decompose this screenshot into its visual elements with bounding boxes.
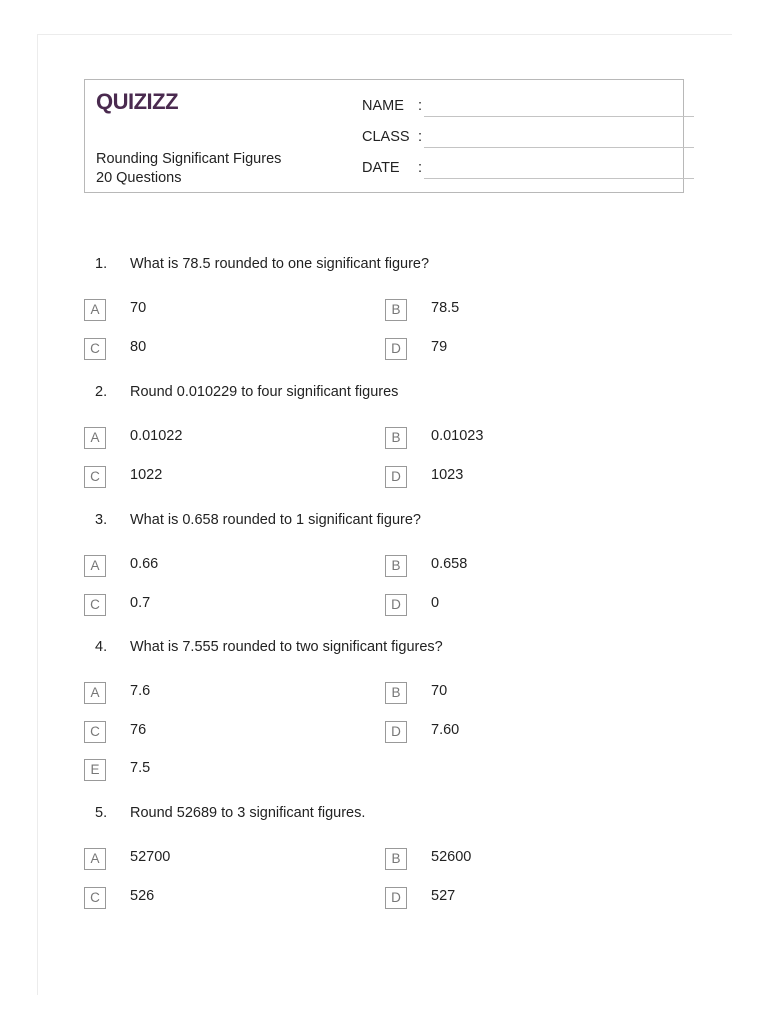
question-count: 20 Questions xyxy=(96,170,182,186)
option-c-text: 0.7 xyxy=(130,594,151,611)
option-d-box[interactable]: D xyxy=(385,721,407,743)
option-a-box[interactable]: A xyxy=(84,682,106,704)
question-text: Round 52689 to 3 significant figures. xyxy=(130,805,366,821)
option-c-box[interactable]: C xyxy=(84,466,106,488)
question-text: Round 0.010229 to four significant figures xyxy=(130,384,399,400)
question-number: 2. xyxy=(95,384,108,400)
option-b-box[interactable]: B xyxy=(385,555,407,577)
option-a-text: 0.66 xyxy=(130,556,159,572)
option-b-text: 52600 xyxy=(431,849,472,865)
option-b-box[interactable]: B xyxy=(385,427,407,449)
option-a-text: 0.01022 xyxy=(130,428,183,444)
option-d-box[interactable]: D xyxy=(385,887,407,909)
option-c-box[interactable]: C xyxy=(84,594,106,616)
option-c-box[interactable]: C xyxy=(84,721,106,743)
option-d-text: 1023 xyxy=(431,466,464,483)
class-line xyxy=(424,147,694,148)
question-number: 4. xyxy=(95,639,108,655)
option-c-text: 80 xyxy=(130,338,147,355)
question-number: 1. xyxy=(95,256,108,272)
option-a-box[interactable]: A xyxy=(84,299,106,321)
option-b-text: 70 xyxy=(431,683,448,699)
option-e-box[interactable]: E xyxy=(84,759,106,781)
option-d-text: 0 xyxy=(431,594,440,611)
option-c-text: 76 xyxy=(130,721,147,738)
option-c-box[interactable]: C xyxy=(84,338,106,360)
option-b-box[interactable]: B xyxy=(385,299,407,321)
option-c-text: 1022 xyxy=(130,466,163,483)
date-line xyxy=(424,178,694,179)
class-label: CLASS xyxy=(362,129,410,145)
option-b-text: 0.01023 xyxy=(431,428,484,444)
option-c-text: 526 xyxy=(130,887,155,904)
question-number: 5. xyxy=(95,805,108,821)
option-a-box[interactable]: A xyxy=(84,555,106,577)
worksheet-header xyxy=(84,79,684,193)
option-d-box[interactable]: D xyxy=(385,466,407,488)
option-d-text: 7.60 xyxy=(431,721,460,738)
name-field[interactable] xyxy=(362,98,672,118)
option-c-box[interactable]: C xyxy=(84,887,106,909)
option-b-text: 0.658 xyxy=(431,556,468,572)
quiz-title: Rounding Significant Figures xyxy=(96,151,282,167)
option-d-box[interactable]: D xyxy=(385,594,407,616)
question-text: What is 0.658 rounded to 1 significant figure? xyxy=(130,512,421,528)
option-a-text: 52700 xyxy=(130,849,171,865)
name-colon: : xyxy=(418,98,423,114)
question-text: What is 7.555 rounded to two significant figures? xyxy=(130,639,443,655)
option-b-box[interactable]: B xyxy=(385,848,407,870)
question-text: What is 78.5 rounded to one significant figure? xyxy=(130,256,430,272)
date-colon: : xyxy=(418,160,423,176)
option-a-box[interactable]: A xyxy=(84,848,106,870)
option-d-box[interactable]: D xyxy=(385,338,407,360)
option-b-box[interactable]: B xyxy=(385,682,407,704)
date-label: DATE xyxy=(362,160,400,176)
class-colon: : xyxy=(418,129,423,145)
option-a-box[interactable]: A xyxy=(84,427,106,449)
name-label: NAME xyxy=(362,98,404,114)
option-d-text: 527 xyxy=(431,887,456,904)
question-number: 3. xyxy=(95,512,108,528)
quizizz-logo: QUIZIZZ xyxy=(96,89,179,114)
date-field[interactable] xyxy=(362,160,672,180)
option-a-text: 7.6 xyxy=(130,683,151,699)
name-line xyxy=(424,116,694,117)
option-b-text: 78.5 xyxy=(431,300,460,316)
option-d-text: 79 xyxy=(431,338,448,355)
class-field[interactable] xyxy=(362,129,672,149)
option-e-text: 7.5 xyxy=(130,760,151,776)
option-a-text: 70 xyxy=(130,300,147,316)
